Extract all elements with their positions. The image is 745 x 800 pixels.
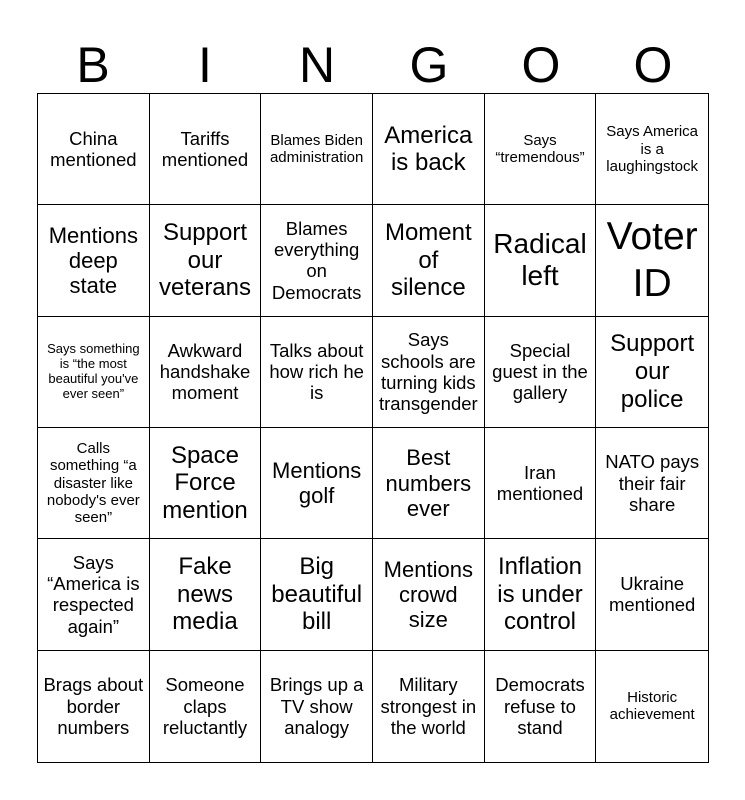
bingo-cell[interactable]: Best numbers ever [373,428,485,539]
bingo-cell[interactable]: Support our veterans [150,205,262,316]
bingo-cell[interactable]: Military strongest in the world [373,651,485,762]
header-letter: N [298,37,336,93]
bingo-cell[interactable]: Radical left [485,205,597,316]
bingo-cell[interactable]: Blames everything on Democrats [261,205,373,316]
bingo-cell[interactable]: Democrats refuse to stand [485,651,597,762]
bingo-cell[interactable]: Says America is a laughingstock [596,94,708,205]
bingo-header [37,36,709,94]
bingo-cell[interactable]: Ukraine mentioned [596,539,708,650]
header-letter: B [76,37,110,93]
bingo-cell[interactable]: Iran mentioned [485,428,597,539]
bingo-cell[interactable]: Says “America is respected again” [38,539,150,650]
bingo-cell[interactable]: Says something is “the most beautiful you've ever seen” [38,317,150,428]
bingo-cell[interactable]: Fake news media [150,539,262,650]
bingo-cell[interactable]: Tariffs mentioned [150,94,262,205]
bingo-cell[interactable]: Mentions crowd size [373,539,485,650]
header-letter: G [409,37,449,93]
bingo-cell[interactable]: Space Force mention [150,428,262,539]
bingo-cell[interactable]: Awkward handshake moment [150,317,262,428]
bingo-cell[interactable]: Brags about border numbers [38,651,150,762]
bingo-cell[interactable]: Says schools are turning kids transgender [373,317,485,428]
header-letter: O [633,37,673,93]
bingo-cell[interactable]: America is back [373,94,485,205]
bingo-cell[interactable]: Calls something “a disaster like nobody's ever seen” [38,428,150,539]
bingo-cell[interactable]: Historic achievement [609,689,695,724]
bingo-cell[interactable]: Voter ID [596,205,708,316]
bingo-cell[interactable]: Talks about how rich he is [261,317,373,428]
bingo-cell[interactable]: Support our police [596,317,708,428]
bingo-cell[interactable]: Blames Biden administration [261,94,373,205]
bingo-cell[interactable]: NATO pays their fair share [596,428,708,539]
bingo-cell[interactable]: Mentions deep state [38,205,150,316]
bingo-cell[interactable]: Moment of silence [373,205,485,316]
bingo-cell[interactable]: Says “tremendous” [485,94,597,205]
bingo-cell[interactable]: Special guest in the gallery [485,317,597,428]
bingo-cell[interactable]: Mentions golf [261,428,373,539]
bingo-board [37,93,709,763]
header-letter: I [198,37,212,93]
bingo-cell[interactable]: Inflation is under control [485,539,597,650]
header-letter: O [521,37,561,93]
bingo-cell[interactable]: China mentioned [38,94,150,205]
bingo-cell[interactable]: Someone claps reluctantly [150,651,262,762]
bingo-cell[interactable]: Brings up a TV show analogy [261,651,373,762]
bingo-cell[interactable]: Big beautiful bill [261,539,373,650]
